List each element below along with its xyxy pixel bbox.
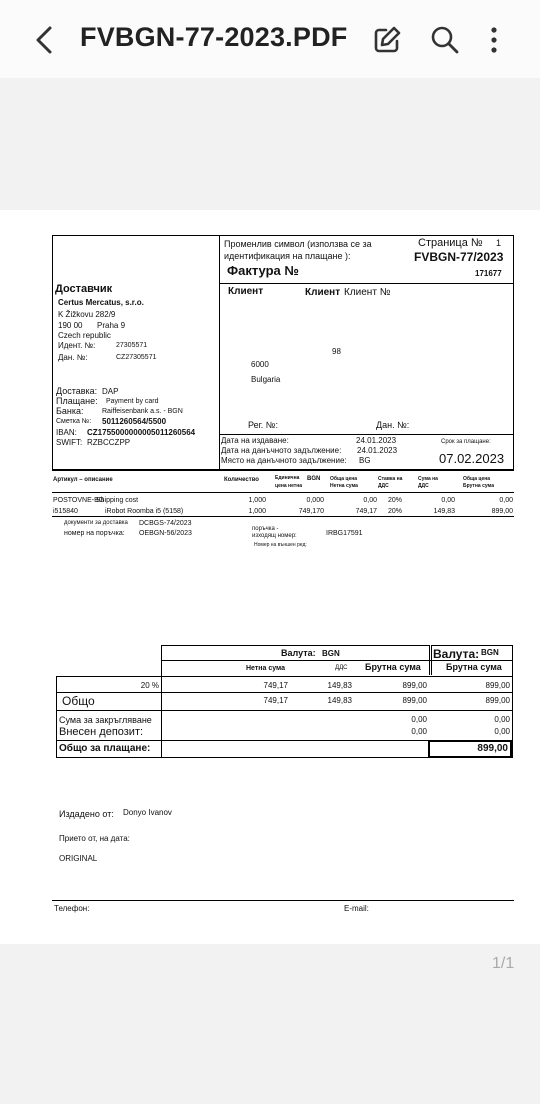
item-code: i515840	[53, 508, 78, 515]
iban-value: CZ1755000000005011260564	[87, 428, 196, 437]
payment-value: Payment by card	[106, 398, 159, 405]
col-rate: Ставка на	[378, 476, 403, 482]
col-qty: Количество	[224, 477, 259, 483]
order-label: номер на поръчка:	[64, 530, 125, 537]
rate-row-gross-2: 899,00	[485, 681, 510, 690]
supplier-country: Czech republic	[58, 331, 111, 340]
col-vat-2: ДДС	[418, 483, 429, 489]
due-date: 07.02.2023	[439, 451, 505, 466]
order-number: OEBGN-56/2023	[139, 530, 192, 537]
client-tax-label: Дан. №:	[376, 420, 410, 430]
supplier-id: 27305571	[116, 342, 148, 349]
variable-symbol-label: Променлив символ (използва се за идентификация на плащане ):	[224, 239, 372, 261]
tax-place-label: Място на данъчното задължение:	[221, 456, 347, 465]
col-gross: Обща цена	[463, 476, 491, 482]
issue-date-label: Дата на издаване:	[221, 436, 289, 445]
account-label: Сметка №:	[56, 418, 92, 425]
payment-label: Плащане:	[56, 396, 98, 406]
issue-date: 24.01.2023	[356, 436, 397, 445]
supplier-zip: 190 00	[58, 321, 83, 330]
tax-date-label: Дата на данъчното задължение:	[221, 446, 342, 455]
back-arrow-icon[interactable]	[30, 24, 58, 56]
deposit-value: 0,00	[411, 727, 427, 736]
original-label: ORIGINAL	[59, 854, 98, 863]
tax-date: 24.01.2023	[357, 446, 398, 455]
supplier-city: Praha 9	[97, 321, 126, 330]
item-desc: Shipping cost	[96, 497, 139, 504]
supplier-name: Certus Mercatus, s.r.o.	[58, 298, 144, 307]
col-gross-2: Брутна сума	[463, 483, 494, 489]
rounding-value-2: 0,00	[494, 715, 510, 724]
reference-number: 171677	[475, 269, 502, 278]
supplier-id-label: Идент. №:	[58, 341, 96, 350]
outgoing-number: IRBG17591	[326, 530, 363, 537]
col-unit-2: цена нетна	[275, 483, 303, 489]
more-vert-icon[interactable]	[488, 26, 500, 54]
supplier-vat-label: Дан. №:	[58, 353, 88, 362]
summary-net-header: Нетна сума	[246, 665, 286, 672]
total-row-label: Общо	[62, 694, 95, 708]
client-number-label: Клиент №	[344, 287, 391, 298]
total-row-vat: 149,83	[327, 696, 352, 705]
total-row-gross: 899,00	[402, 696, 427, 705]
item-vat: 149,83	[433, 508, 455, 515]
total-row-net: 749,17	[263, 696, 288, 705]
app-bar	[0, 0, 540, 78]
page-number: 1	[496, 238, 502, 248]
item-rate: 20%	[388, 508, 403, 515]
item-qty: 1,000	[248, 497, 266, 504]
item-unit: 749,170	[298, 508, 324, 515]
summary-gross-header-2: Брутна сума	[446, 662, 502, 672]
col-unit-currency: BGN	[307, 476, 321, 482]
total-row-gross-2: 899,00	[485, 696, 510, 705]
issued-by-label: Издадено от:	[59, 809, 114, 819]
summary-gross-header: Брутна сума	[365, 662, 421, 672]
rate-row-net: 749,17	[263, 681, 288, 690]
item-vat: 0,00	[441, 497, 455, 504]
rate-row-gross: 899,00	[402, 681, 427, 690]
col-vat: Сума на	[418, 476, 438, 482]
pdf-page	[0, 210, 540, 944]
page-label: Страница №	[418, 237, 483, 249]
summary-vat-header: ДДС	[335, 665, 348, 671]
col-total-2: Нетна сума	[330, 483, 358, 489]
outgoing-label-2: изходящ номер:	[252, 533, 297, 539]
delivery-docs: DCBGS-74/2023	[139, 520, 192, 527]
item-rate: 20%	[388, 497, 403, 504]
edit-icon[interactable]	[372, 25, 402, 55]
to-pay-label: Общо за плащане:	[59, 743, 151, 754]
deposit-label: Внесен депозит:	[59, 726, 144, 738]
item-desc: iRobot Roomba i5 (5158)	[105, 508, 184, 515]
outgoing-label: поръчка -	[252, 526, 279, 532]
to-pay-value: 899,00	[477, 743, 508, 754]
supplier-heading: Доставчик	[55, 283, 113, 295]
supplier-vat: CZ27305571	[116, 354, 157, 361]
client-reg-label: Рег. №:	[248, 420, 278, 430]
client-number: 98	[332, 347, 341, 356]
issued-by: Donyo Ivanov	[123, 808, 172, 817]
item-gross: 0,00	[499, 497, 513, 504]
delivery-label: Доставка:	[56, 386, 98, 396]
item-qty: 1,000	[248, 508, 266, 515]
client-country: Bulgaria	[251, 375, 281, 384]
bank-value: Raiffeisenbank a.s. - BGN	[102, 408, 183, 415]
swift-label: SWIFT:	[56, 438, 83, 447]
summary-currency: BGN	[322, 649, 340, 658]
client-zip: 6000	[251, 360, 269, 369]
item-gross: 899,00	[491, 508, 513, 515]
col-rate-2: ДДС	[378, 483, 389, 489]
page-counter: 1/1	[492, 955, 515, 972]
rounding-label: Сума за закръгляване	[59, 715, 152, 725]
item-net: 749,17	[355, 508, 377, 515]
external-row-label: Номер на външен ред:	[254, 542, 307, 548]
phone-label: Телефон:	[54, 904, 90, 913]
due-date-label: Срок за плащане:	[441, 439, 491, 445]
deposit-value-2: 0,00	[494, 727, 510, 736]
bank-label: Банка:	[56, 406, 84, 416]
account-value: 5011260564/5500	[102, 417, 167, 426]
invoice-title: Фактура №	[227, 263, 299, 278]
summary-currency-label: Валута:	[281, 648, 316, 658]
rate-row-rate: 20 %	[140, 681, 159, 690]
summary-currency-label-2: Валута:	[433, 647, 480, 661]
invoice-number: FVBGN-77/2023	[414, 250, 504, 264]
col-total: Обща цена	[330, 476, 358, 482]
search-icon[interactable]	[430, 25, 460, 55]
delivery-value: DAP	[102, 387, 119, 396]
supplier-street: K Žižkovu 282/9	[58, 310, 116, 319]
item-code: POSTOVNE-BG	[53, 497, 105, 504]
delivery-docs-label: документи за доставка	[64, 520, 128, 526]
client-label-2: Клиент	[305, 287, 341, 298]
document-title: FVBGN-77-2023.PDF	[80, 22, 348, 52]
email-label: E-mail:	[344, 904, 369, 913]
client-label: Клиент	[228, 286, 264, 297]
tax-place: BG	[359, 456, 371, 465]
received-label: Прието от, на дата:	[59, 834, 130, 843]
rounding-value: 0,00	[411, 715, 427, 724]
iban-label: IBAN:	[56, 428, 77, 437]
summary-currency-2: BGN	[481, 648, 499, 657]
item-unit: 0,000	[306, 497, 324, 504]
item-net: 0,00	[363, 497, 377, 504]
swift-value: RZBCCZPP	[87, 438, 131, 447]
col-article: Артикул – описание	[53, 477, 113, 483]
rate-row-vat: 149,83	[327, 681, 352, 690]
col-unit: Единична	[275, 475, 300, 481]
